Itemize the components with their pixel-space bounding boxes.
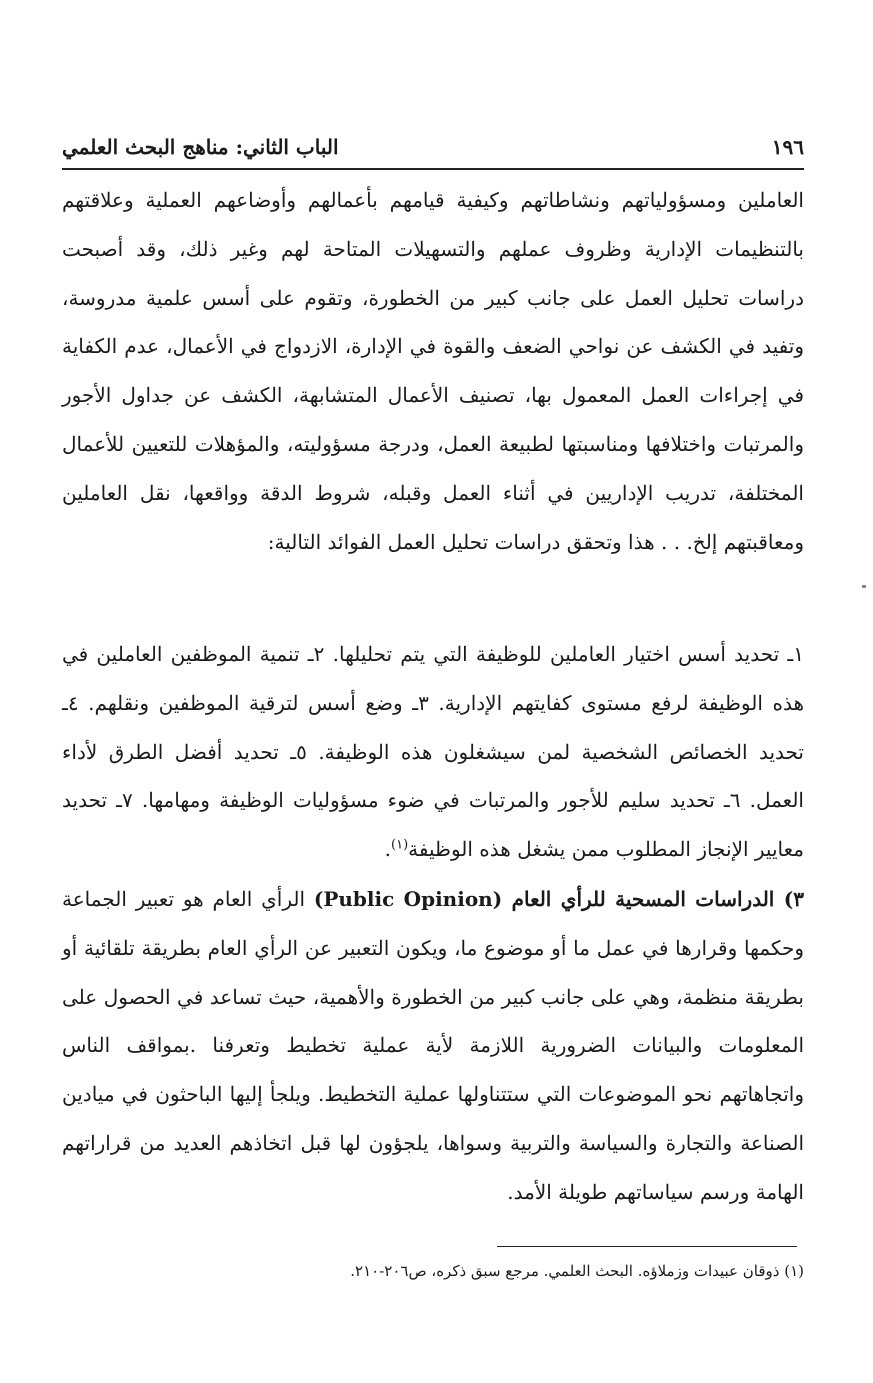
footnote-divider [497,1246,797,1247]
paragraph-text: الرأي العام هو تعبير الجماعة وحكمها وقرارها في عمل ما أو موضوع ما، ويكون التعبير عن الرأي العام بطريقة تلقائية أو بطريقة منظمة، وهي على جانب كبير من الخطورة والأهمية، حيث تساعد في الحصول على المعلومات والبيانات الضرورية اللازمة لأية عملية تخطيط وتعرفنا .بمواقف الناس واتجاهاتهم نحو الموضوعات التي ستتناولها عملية التخطيط. ويلجأ إليها الباحثون في ميادين الصناعة والتجارة والسياسة والتربية وسواها، يلجؤون لها قبل اتخاذهم العديد من قراراتهم الهامة ورسم سياساتهم طويلة الأمد. [62,887,804,1204]
footnote-text: (١) ذوقان عبيدات وزملاؤه. البحث العلمي. مرجع سبق ذكره، ص٢٠٦-٢١٠. [350,1262,804,1280]
paragraph-public-opinion [62,875,804,1217]
sentence-end: . [384,837,392,862]
section-heading: ٣) الدراسات المسحية للرأي العام (Public Opinion) [313,887,804,911]
header-divider [62,168,804,170]
running-title: الباب الثاني: مناهج البحث العلمي [62,135,339,159]
paragraph-benefits-list [62,630,804,874]
paragraph-text: العاملين ومسؤولياتهم ونشاطاتهم وكيفية قيامهم بأعمالهم وأوضاعهم العملية وعلاقتهم بالتنظيمات الإدارية وظروف عملهم والتسهيلات المتاحة لهم وغير ذلك، وقد أصبحت دراسات تحليل العمل على جانب كبير من الخطورة، وتقوم على أسس علمية مدروسة، وتفيد في الكشف عن نواحي الضعف والقوة في الإدارة، الازدواج في الأعمال، عدم الكفاية في إجراءات العمل المعمول بها، تصنيف الأعمال المتشابهة، الكشف عن جداول الأجور والمرتبات واختلافها ومناسبتها لطبيعة العمل، ودرجة مسؤوليته، والمؤهلات للتعيين للأعمال المختلفة، تدريب الإداريين في أثناء العمل وقبله، شروط الدقة وواقعها، نقل العاملين ومعاقبتهم إلخ. . . هذا وتحقق دراسات تحليل العمل الفوائد التالية: [62,188,805,554]
page-number: ١٩٦ [771,135,804,159]
scan-edge-mark [862,585,866,588]
paragraph-text: ١ـ تحديد أسس اختيار العاملين للوظيفة التي يتم تحليلها. ٢ـ تنمية الموظفين العاملين في هذه الوظيفة لرفع مستوى كفايتهم الإدارية. ٣ـ وضع أسس لترقية الموظفين ونقلهم. ٤ـ تحديد الخصائص الشخصية لمن سيشغلون هذه الوظيفة. ٥ـ تحديد أفضل الطرق لأداء العمل. ٦ـ تحديد سليم للأجور والمرتبات في ضوء مسؤوليات الوظيفة ومهامها. ٧ـ تحديد معايير الإنجاز المطلوب ممن يشغل هذه الوظيفة [62,642,804,862]
footnote [62,1259,804,1283]
footnote-reference[interactable]: (١) [391,837,409,853]
page-header [62,128,804,166]
paragraph-job-analysis [62,176,804,566]
